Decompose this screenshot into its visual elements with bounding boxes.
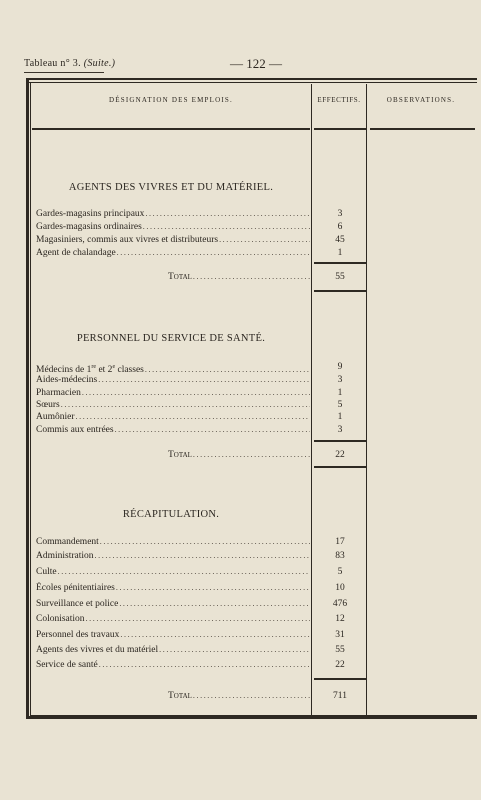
column-divider-1 — [311, 84, 312, 716]
row-value: 476 — [332, 599, 348, 609]
table-row: Sœurs ..... — [36, 399, 310, 411]
total-row: Total ..... — [168, 449, 310, 461]
sum-rule — [314, 678, 366, 680]
row-value: 22 — [335, 660, 345, 670]
table-row: Agents des vivres et du matériel ..... — [36, 644, 310, 656]
row-value: 5 — [337, 567, 343, 577]
header-rule-designation — [32, 128, 310, 130]
table-row: Agent de chalandage ..... — [36, 247, 310, 259]
total-value: 711 — [333, 691, 347, 701]
row-value: 5 — [337, 400, 343, 410]
header-rule-effectifs — [314, 128, 366, 130]
row-value: 6 — [337, 222, 343, 232]
table-frame-inner-top — [26, 82, 477, 83]
column-header-effectifs: EFFECTIFS. — [317, 96, 361, 104]
row-value: 3 — [337, 425, 343, 435]
row-value: 31 — [335, 630, 345, 640]
table-row: Magasiniers, commis aux vivres et distributeurs ..... — [36, 234, 310, 246]
table-label — [24, 58, 115, 69]
page-header — [24, 58, 464, 74]
header-rule-observations — [370, 128, 475, 130]
sum-rule — [314, 262, 366, 264]
table-number: Tableau n° 3. — [24, 58, 81, 69]
column-header-observations: OBSERVATIONS. — [386, 96, 456, 104]
section-title-vivres: AGENTS DES VIVRES ET DU MATÉRIEL. — [68, 182, 274, 193]
section-title-sante: PERSONNEL DU SERVICE DE SANTÉ. — [76, 333, 266, 344]
total-value: 22 — [335, 450, 345, 460]
table-row: Gardes-magasins principaux ..... — [36, 208, 310, 220]
table-row: Gardes-magasins ordinaires ..... — [36, 221, 310, 233]
table-row: Personnel des travaux ..... — [36, 629, 310, 641]
page-number: — 122 — — [230, 56, 282, 71]
total-value: 55 — [335, 272, 345, 282]
row-value: 3 — [337, 209, 343, 219]
table-row: Colonisation ..... — [36, 613, 310, 625]
column-header-designation: DÉSIGNATION DES EMPLOIS. — [109, 96, 233, 104]
table-row: Médecins de 1re et 2e classes ..... — [36, 361, 310, 373]
row-value: 83 — [335, 551, 345, 561]
table-row: Écoles pénitentiaires ..... — [36, 582, 310, 594]
row-value: 9 — [337, 362, 343, 372]
table-suffix: (Suite.) — [83, 58, 116, 69]
row-value: 1 — [337, 388, 343, 398]
table-row: Pharmacien ..... — [36, 387, 310, 399]
table-row: Surveillance et police ..... — [36, 598, 310, 610]
row-value: 1 — [337, 248, 343, 258]
table-row: Aides-médecins ..... — [36, 374, 310, 386]
sum-rule — [314, 440, 366, 442]
row-value: 1 — [337, 412, 343, 422]
table-frame-inner-bottom — [30, 715, 477, 716]
column-divider-2 — [366, 84, 367, 716]
sum-rule — [314, 466, 366, 468]
row-value: 55 — [335, 645, 345, 655]
sum-rule — [314, 290, 366, 292]
row-value: 10 — [335, 583, 345, 593]
header-underline — [24, 72, 104, 73]
table-frame-inner-left — [30, 82, 31, 715]
table-row: Administration ..... — [36, 550, 310, 562]
row-value: 45 — [335, 235, 345, 245]
table-row: Culte ..... — [36, 566, 310, 578]
table-row: Aumônier ..... — [36, 411, 310, 423]
total-row: Total ..... — [168, 690, 310, 702]
table-row: Commandement ..... — [36, 536, 310, 548]
row-value: 12 — [335, 614, 345, 624]
row-value: 3 — [337, 375, 343, 385]
table-row: Commis aux entrées ..... — [36, 424, 310, 436]
section-title-recapitulation: RÉCAPITULATION. — [122, 509, 220, 520]
total-row: Total ..... — [168, 271, 310, 283]
table-row: Service de santé ..... — [36, 659, 310, 671]
row-value: 17 — [335, 537, 345, 547]
